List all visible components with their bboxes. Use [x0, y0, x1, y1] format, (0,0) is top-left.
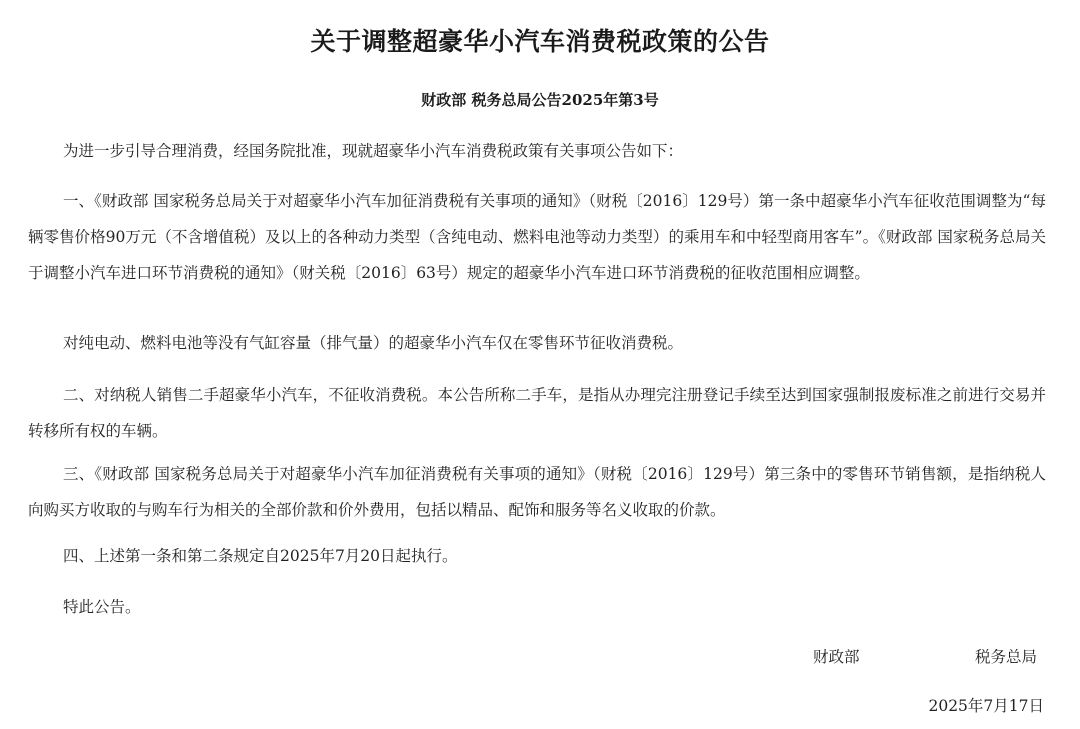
paragraph-intro: 为进一步引导合理消费，经国务院批准，现就超豪华小汽车消费税政策有关事项公告如下：: [63, 142, 684, 160]
paragraph-item-3: 三、《财政部 国家税务总局关于对超豪华小汽车加征消费税有关事项的通知》（财税〔2016〕129号）第三条中的零售环节销售额，是指纳税人向购买方收取的与购车行为相关的全部价款和价外费用，包括以精品、配饰和服务等名义收取的价款。: [28, 465, 1046, 519]
paragraph-closing: 特此公告。: [63, 598, 141, 616]
paragraph-item-2: 二、对纳税人销售二手超豪华小汽车，不征收消费税。本公告所称二手车，是指从办理完注册登记手续至达到国家强制报废标准之前进行交易并转移所有权的车辆。: [28, 386, 1046, 440]
document-title: 关于调整超豪华小汽车消费税政策的公告: [310, 27, 770, 56]
paragraph-item-4: 四、上述第一条和第二条规定自2025年7月20日起执行。: [63, 547, 458, 565]
issue-date: 2025年7月17日: [928, 697, 1044, 715]
paragraph-item-1: 一、《财政部 国家税务总局关于对超豪华小汽车加征消费税有关事项的通知》（财税〔2016〕129号）第一条中超豪华小汽车征收范围调整为“每辆零售价格90万元（不含增值税）及以上的各种动力类型（含纯电动、燃料电池等动力类型）的乘用车和中轻型商用客车”。《财政部 国家税务总局关于调整小汽车进口环节消费税的通知》（财关税〔2016〕63号）规定的超豪华小汽车进口环节消费税的征收范围相应调整。: [28, 192, 1046, 282]
signature-tax-administration: 税务总局: [975, 648, 1038, 666]
document-number: 财政部 税务总局公告2025年第3号: [421, 91, 659, 109]
signature-ministry-of-finance: 财政部: [813, 648, 860, 666]
paragraph-item-1-supplement: 对纯电动、燃料电池等没有气缸容量（排气量）的超豪华小汽车仅在零售环节征收消费税。: [63, 334, 684, 352]
